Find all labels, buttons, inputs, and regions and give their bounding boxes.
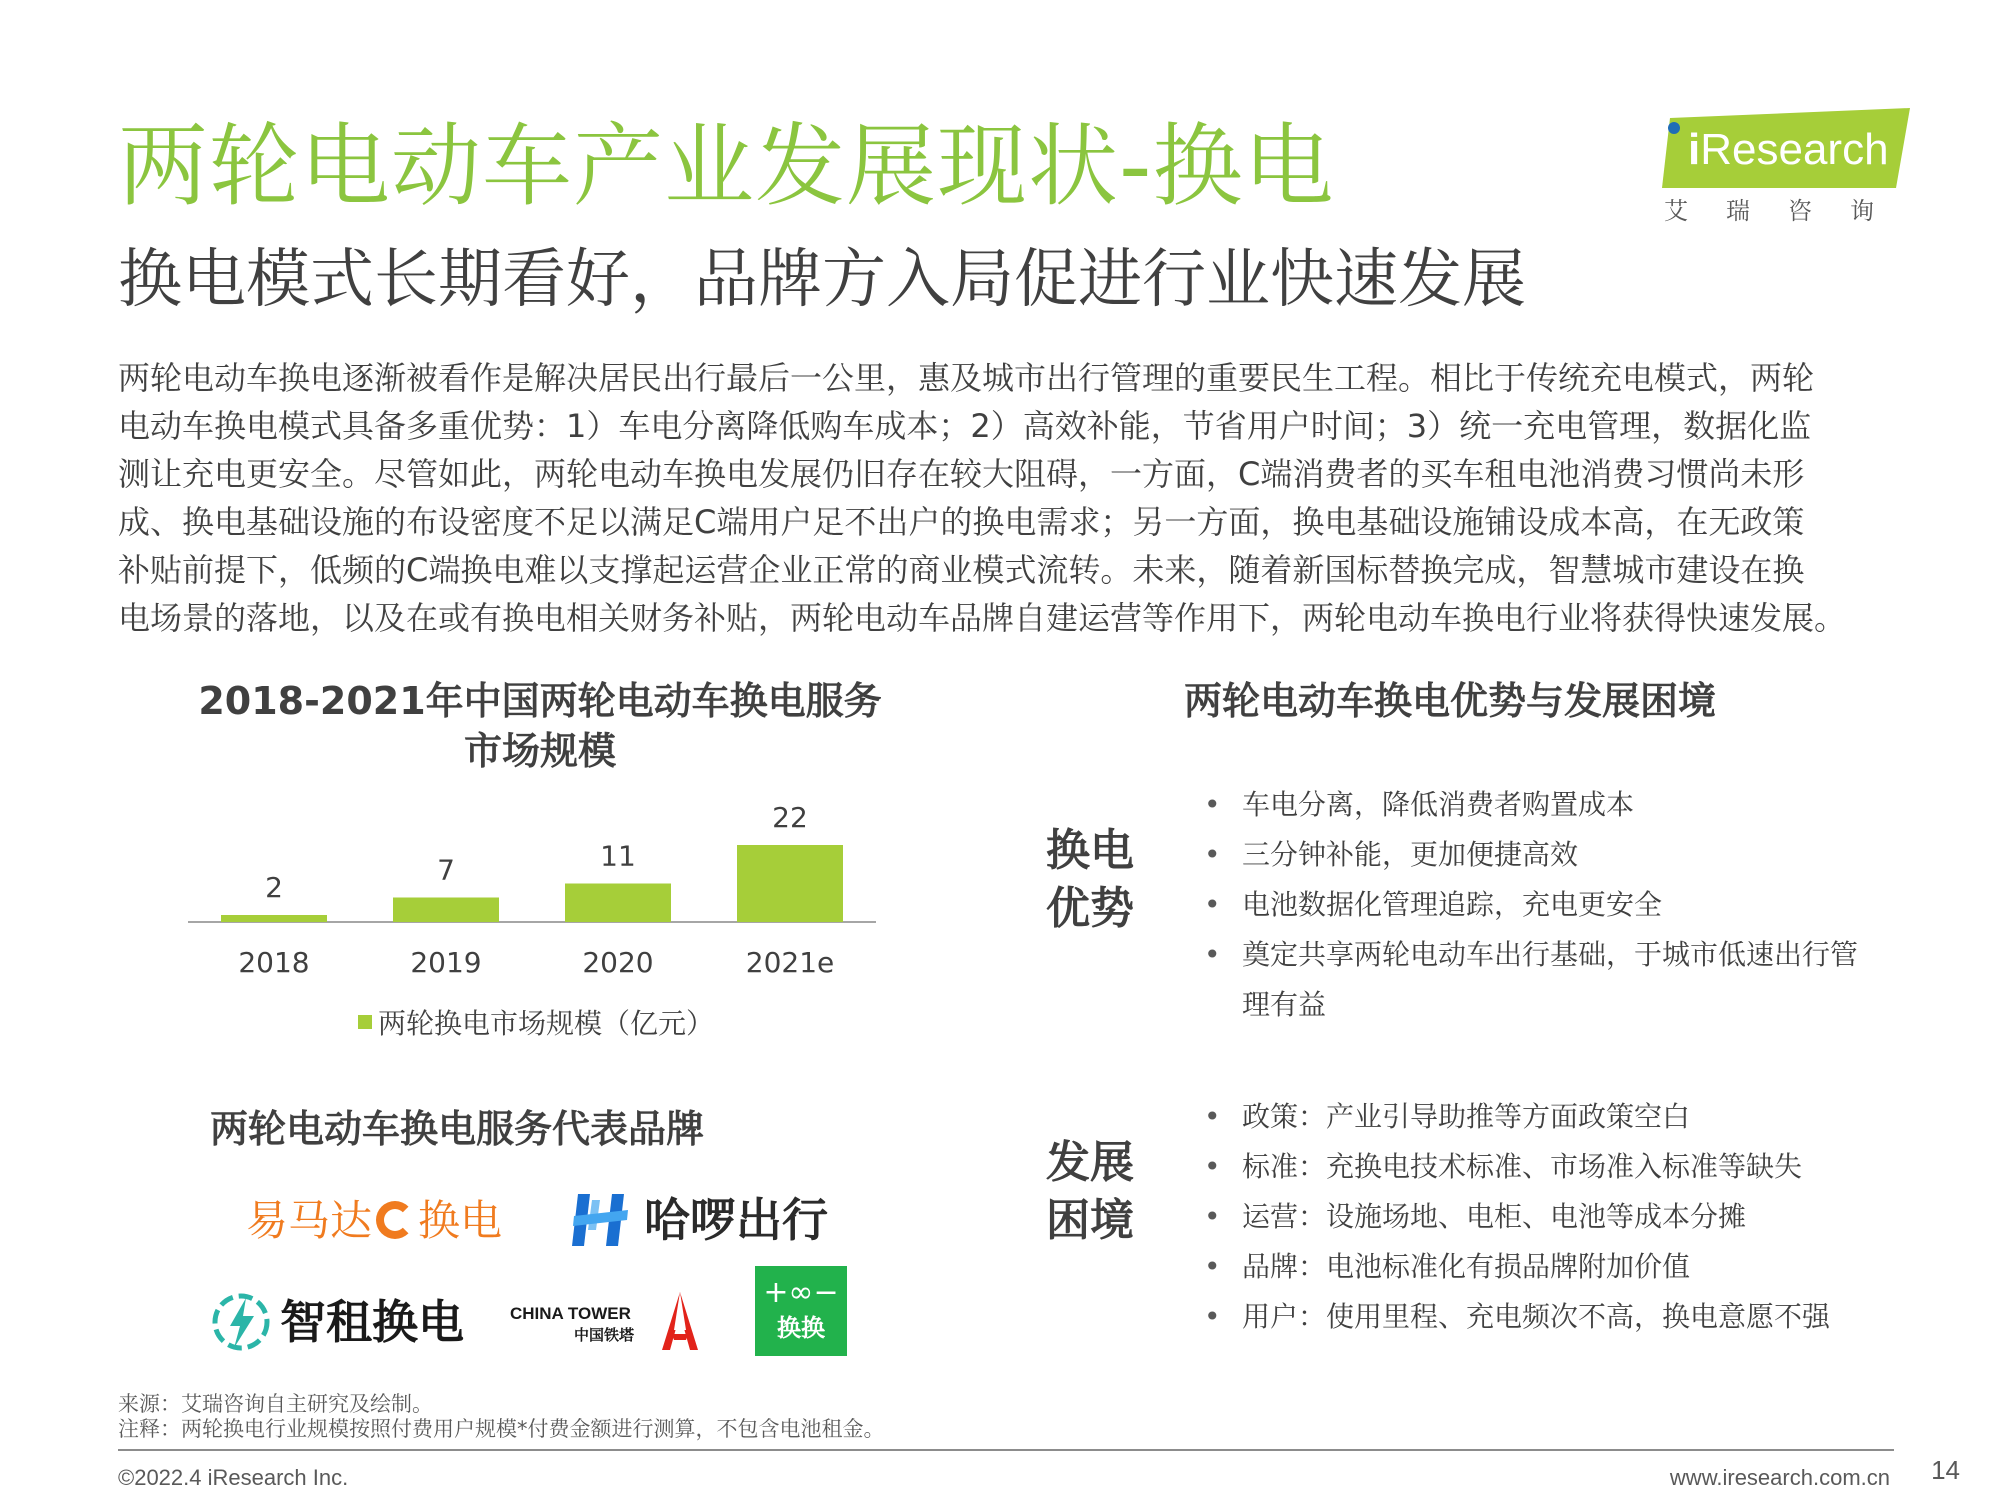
data-label-2021e: 22 xyxy=(772,801,808,834)
difficulty-item: • 运营：设施场地、电柜、电池等成本分摊 xyxy=(1200,1192,1920,1242)
zhizu-bolt-icon xyxy=(210,1290,272,1354)
data-label-2020: 11 xyxy=(600,839,636,873)
bar-2019 xyxy=(393,898,499,923)
advantages-section-title: 两轮电动车换电优势与发展困境 xyxy=(1183,679,1716,723)
chart-title xyxy=(190,676,890,776)
tower-icon xyxy=(658,1290,702,1352)
annotation-note: 注释：两轮换电行业规模按照付费用户规模*付费金额进行测算，不包含电池租金。 xyxy=(118,1417,885,1441)
china-tower-en: CHINA TOWER xyxy=(510,1304,631,1323)
x-tick-label-2020: 2020 xyxy=(582,946,654,979)
intro-paragraph xyxy=(118,354,1918,642)
page-number: 14 xyxy=(1931,1455,1960,1485)
page-title: 两轮电动车产业发展现状-换电 xyxy=(118,114,1335,219)
difficulties-list xyxy=(1200,1092,1920,1342)
data-label-2018: 2 xyxy=(265,871,283,904)
logo-chinese: 艾瑞咨询 xyxy=(1664,197,1912,225)
bar-2021e xyxy=(737,845,843,922)
huanhuan-logo xyxy=(755,1266,847,1356)
iresearch-logo xyxy=(1660,104,1920,234)
bar-2018 xyxy=(221,915,327,922)
advantage-item: • 奠定共享两轮电动车出行基础，于城市低速出行管理有益 xyxy=(1200,930,1880,1030)
intro-line: 两轮电动车换电逐渐被看作是解决居民出行最后一公里，惠及城市出行管理的重要民生工程。相比于传统充电模式，两轮 xyxy=(118,359,1815,397)
yimada-e-icon xyxy=(376,1201,414,1239)
data-label-2019: 7 xyxy=(437,853,455,887)
footer-divider xyxy=(118,1449,1894,1451)
advantages-label-text: 换电优势 xyxy=(1046,825,1134,934)
difficulties-label xyxy=(1046,1134,1146,1250)
logo-wordmark: iResearch xyxy=(1688,125,1889,174)
x-tick-label-2018: 2018 xyxy=(238,946,310,979)
difficulty-item: • 品牌：电池标准化有损品牌附加价值 xyxy=(1200,1242,1920,1292)
intro-line: 电场景的落地，以及在或有换电相关财务补贴，两轮电动车品牌自建运营等作用下，两轮电动车换电行业将获得快速发展。 xyxy=(118,599,1847,637)
chart-title-line1: 2018-2021年中国两轮电动车换电服务 xyxy=(198,679,882,723)
bar-2020 xyxy=(565,884,671,923)
chart-title-line2: 市场规模 xyxy=(463,729,616,773)
page-subtitle: 换电模式长期看好，品牌方入局促进行业快速发展 xyxy=(118,243,1526,317)
advantage-item: • 车电分离，降低消费者购置成本 xyxy=(1200,780,1920,830)
legend-swatch xyxy=(358,1015,372,1029)
market-size-chart xyxy=(170,790,890,1090)
advantages-list xyxy=(1200,780,1920,1030)
advantages-label xyxy=(1046,822,1146,938)
footnotes xyxy=(118,1392,885,1442)
advantage-item: • 电池数据化管理追踪，充电更安全 xyxy=(1200,880,1920,930)
copyright: ©2022.4 iResearch Inc. xyxy=(118,1465,349,1490)
zhizu-name: 智租换电 xyxy=(280,1295,464,1349)
difficulty-item: • 政策：产业引导助推等方面政策空白 xyxy=(1200,1092,1920,1142)
x-tick-label-2021e: 2021e xyxy=(745,946,835,979)
intro-line: 电动车换电模式具备多重优势：1）车电分离降低购车成本；2）高效补能，节省用户时间；3）统一充电管理，数据化监 xyxy=(118,407,1812,445)
website-link[interactable]: www.iresearch.com.cn xyxy=(1669,1465,1890,1490)
bar-chart-svg xyxy=(170,790,890,1000)
haluo-h-icon xyxy=(570,1190,632,1250)
intro-line: 成、换电基础设施的布设密度不足以满足C端用户足不出户的换电需求；另一方面，换电基础设施铺设成本高，在无政策 xyxy=(118,503,1805,541)
legend-label: 两轮换电市场规模（亿元） xyxy=(378,1007,715,1040)
logo-dot-icon xyxy=(1668,122,1680,134)
haluo-name: 哈啰出行 xyxy=(644,1193,828,1247)
huanhuan-name: 换换 xyxy=(777,1314,825,1342)
intro-line: 补贴前提下，低频的C端换电难以支撑起运营企业正常的商业模式流转。未来，随着新国标替换完成，智慧城市建设在换 xyxy=(118,551,1805,589)
huanhuan-symbol-icon: +∞− xyxy=(763,1275,839,1310)
brands-section-title: 两轮电动车换电服务代表品牌 xyxy=(210,1107,705,1151)
yimada-name: 易马达 xyxy=(246,1196,373,1245)
difficulties-label-text: 发展困境 xyxy=(1046,1137,1134,1246)
difficulty-item: • 用户：使用里程、充电频次不高，换电意愿不强 xyxy=(1200,1292,1920,1342)
difficulty-item: • 标准：充换电技术标准、市场准入标准等缺失 xyxy=(1200,1142,1920,1192)
intro-line: 测让充电更安全。尽管如此，两轮电动车换电发展仍旧存在较大阻碍，一方面，C端消费者的买车租电池消费习惯尚未形 xyxy=(118,455,1805,493)
x-tick-label-2019: 2019 xyxy=(410,946,482,979)
advantage-item: • 三分钟补能，更加便捷高效 xyxy=(1200,830,1920,880)
china-tower-logo xyxy=(510,1284,700,1354)
chart-legend xyxy=(358,1006,714,1042)
source-note: 来源：艾瑞咨询自主研究及绘制。 xyxy=(118,1392,433,1416)
china-tower-cn: 中国铁塔 xyxy=(574,1326,635,1344)
yimada-suffix: 换电 xyxy=(418,1196,503,1245)
yimada-logo xyxy=(246,1194,502,1248)
